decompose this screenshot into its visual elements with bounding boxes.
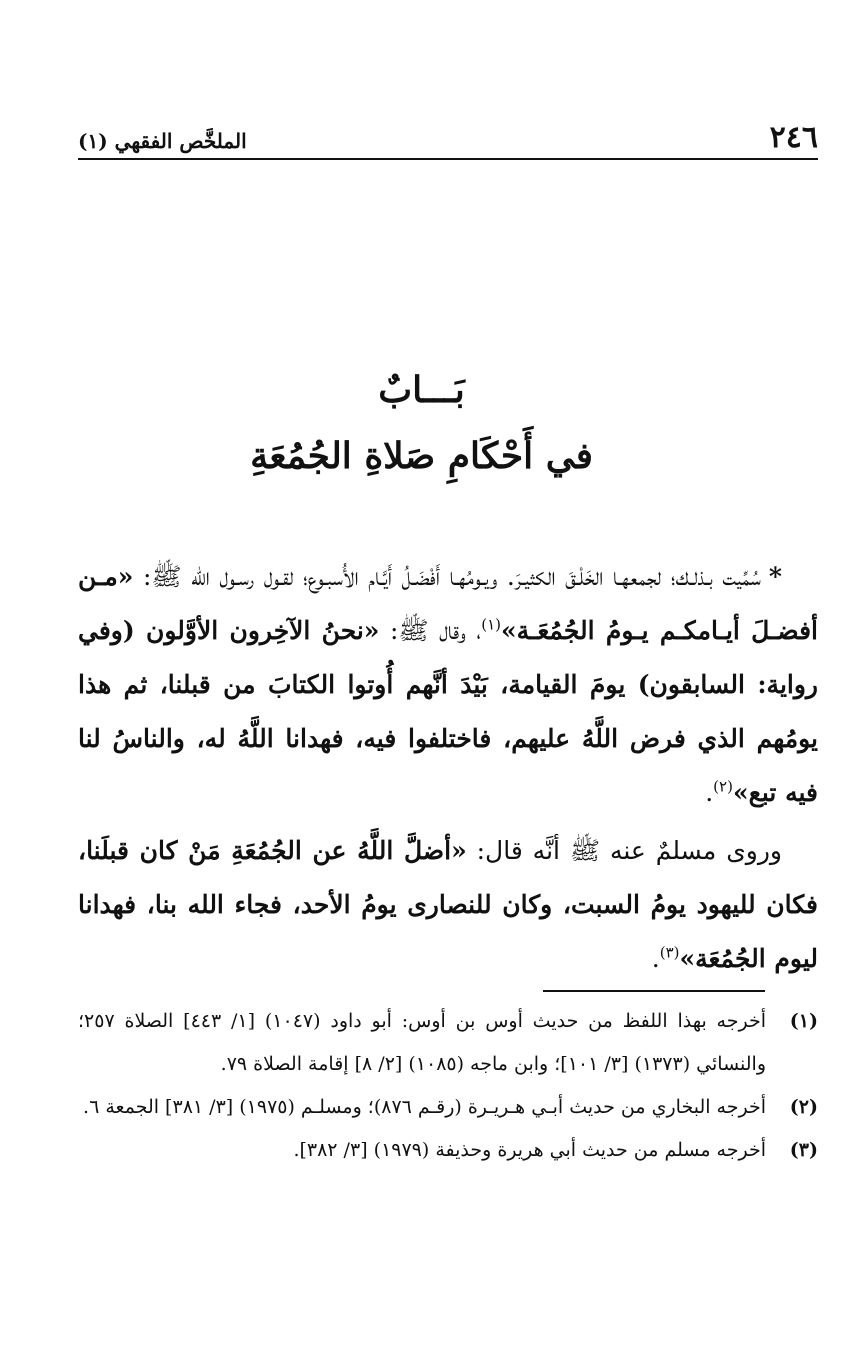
paragraph-1-text-c: . (705, 778, 714, 807)
body-text (78, 550, 818, 990)
page-number: ٢٤٦ (769, 120, 818, 155)
footnote-ref-1[interactable]: (١) (481, 615, 501, 634)
header-rule (78, 158, 818, 160)
bullet-asterisk: * (768, 562, 782, 591)
footnote-1 (78, 1000, 818, 1086)
footnote-3 (78, 1129, 818, 1172)
paragraph-2-text-a: وروى مسلمٌ عنه ﷺ أنَّه قال: (466, 836, 782, 865)
chapter-title: في أَحْكَامِ صَلاةِ الجُمُعَةِ (250, 435, 593, 477)
paragraph-2 (78, 824, 818, 986)
running-header (78, 116, 818, 156)
paragraph-1 (78, 550, 818, 820)
footnote-text: أخرجه البخاري من حديث أبـي هـريـرة (رقـم ٨٧٦)؛ ومسلـم (١٩٧٥) [٣/ ٣٨١] الجمعة ٦. (83, 1096, 766, 1118)
footnote-number: (٣) (789, 1139, 818, 1161)
hadith-quote-3: «أضلَّ اللَّهُ عن الجُمُعَةِ مَنْ كان قبلَنا، فكان لليهود يومُ السبت، وكان للنصارى يومُ الأحد، فجاء الله بنا، فهدانا ليوم الجُمُعَة» (78, 836, 818, 973)
footnote-separator (543, 990, 765, 992)
footnote-text: أخرجه مسلم من حديث أبي هريرة وحذيفة (١٩٧٩) [٣/ ٣٨٢]. (293, 1139, 766, 1161)
paragraph-1-text-b: ، وقال ﷺ: (379, 616, 482, 645)
footnote-ref-2[interactable]: (٢) (713, 777, 733, 796)
footnote-text: أخرجه بهذا اللفظ من حديث أوس بن أوس: أبو داود (١٠٤٧) [١/ ٤٤٣] الصلاة ٢٥٧؛ والنسائي (١٣٧٣) [٣/ ١٠١]؛ وابن ماجه (١٠٨٥) [٢/ ٨] إقامة الصلاة ٧٩. (78, 1010, 766, 1075)
footnotes (78, 1000, 818, 1172)
footnote-ref-3[interactable]: (٣) (659, 943, 680, 962)
footnote-number: (١) (789, 1010, 818, 1032)
hadith-quote-2: «نحنُ الآخِرون الأوَّلون (وفي رواية: السابقون) يومَ القيامة، بَيْدَ أنَّهم أُوتوا الكتابَ من قبلنا، ثم هذا يومُهم الذي فرض اللَّهُ عليهم، فاختلفوا فيه، فهدانا اللَّهُ له، والناسُ لنا فيه تبع» (78, 616, 818, 807)
chapter-label: بَـــابٌ (378, 369, 465, 411)
footnote-number: (٢) (789, 1096, 818, 1118)
footnote-2 (78, 1086, 818, 1129)
hadith-quote-1: «مـن أفضـلَ أيـامكـم يـومُ الجُمُعَـة» (78, 562, 818, 645)
paragraph-2-text-b: . (651, 944, 660, 973)
paragraph-1-text-a: سُمِّيت بـذلـك؛ لجمعهـا الخَلْـقَ الكثيـرَ. ويـومُهـا أَفْضَـلُ أَيَّـام الأُسبـوع؛ لقـول رسـول الله ﷺ: (133, 562, 761, 591)
book-title: الملخَّص الفقهي (١) (78, 129, 247, 153)
